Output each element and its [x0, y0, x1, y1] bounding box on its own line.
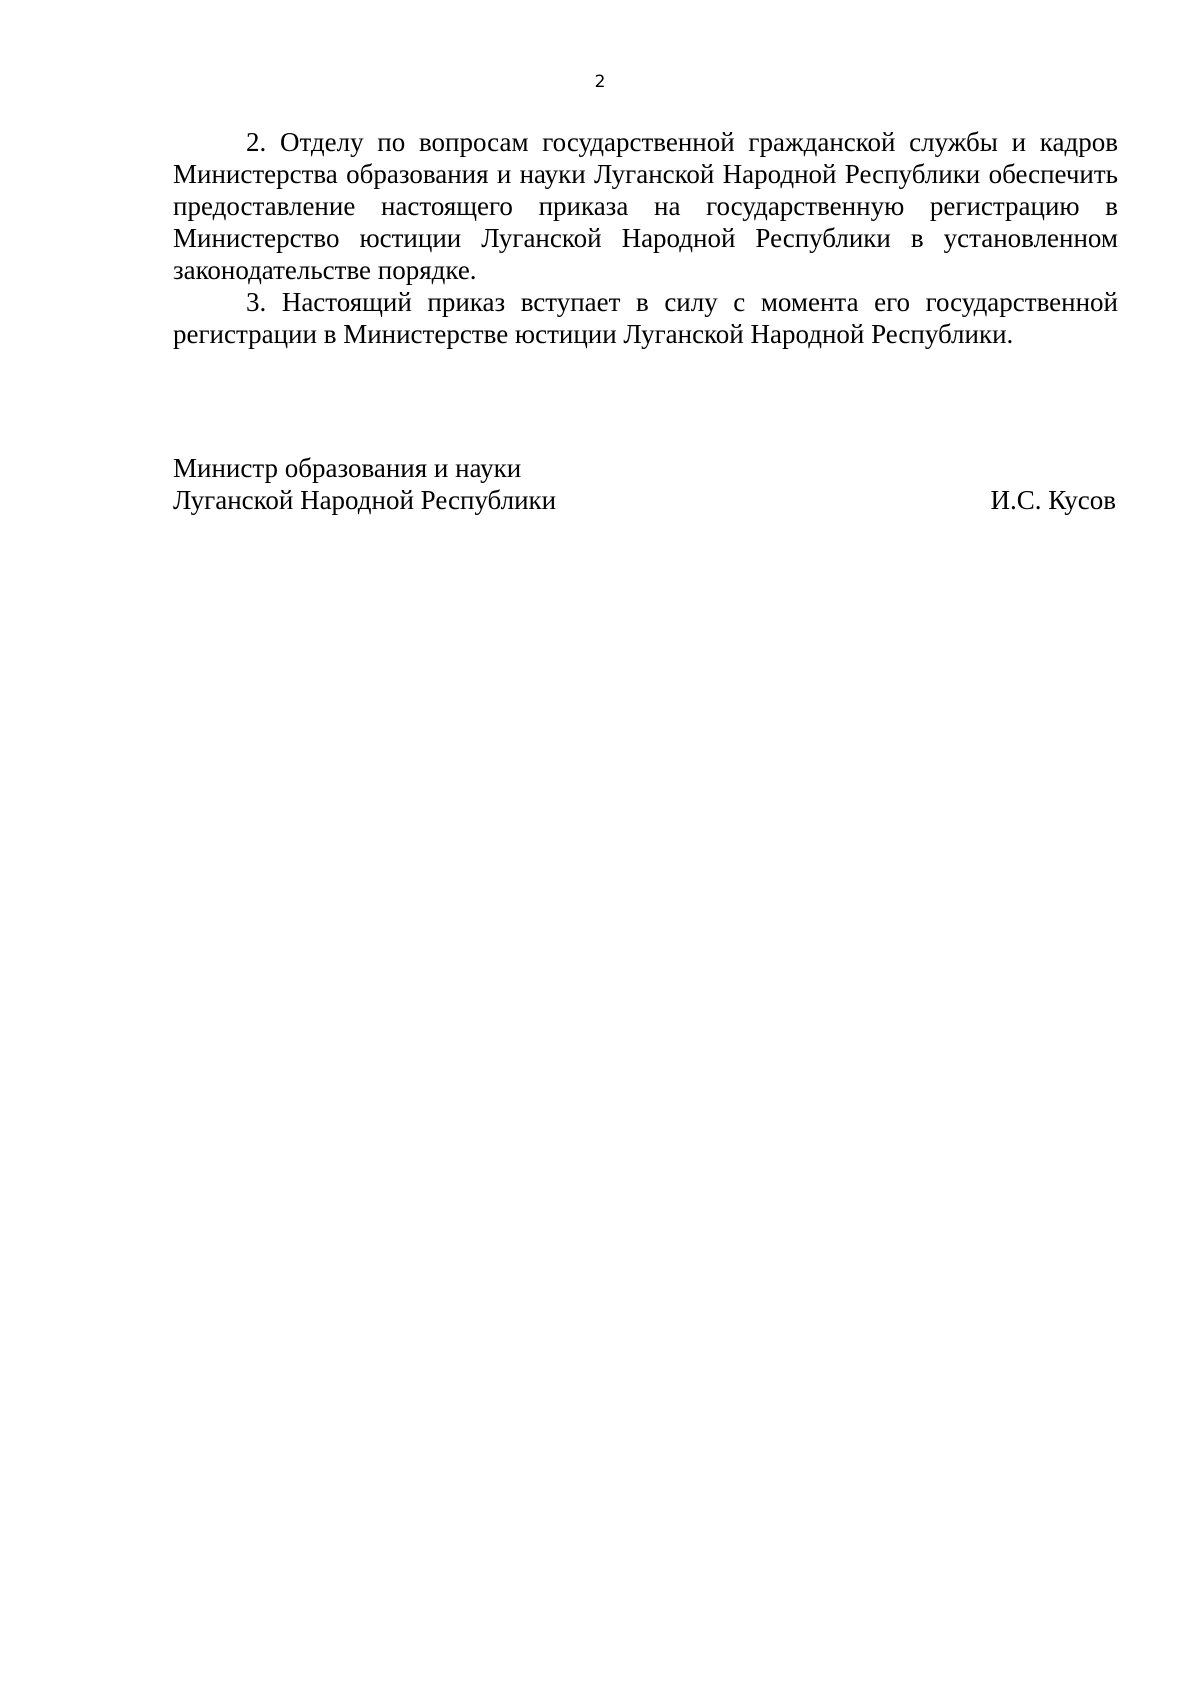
document-body [173, 126, 1118, 350]
signatory-name: И.С. Кусов [990, 485, 1116, 515]
signature-title-line-1 [173, 452, 1118, 484]
paragraph-3: 3. Настоящий приказ вступает в силу с момента его государственной регистрации в Министерстве юстиции Луганской Народной Республики. [173, 287, 1118, 349]
signature-title-line-2 [173, 484, 1118, 516]
signature-block [173, 452, 1118, 516]
page-number: 2 [594, 72, 606, 92]
signature-title-1: Министр образования и науки [173, 453, 522, 483]
signature-title-2: Луганской Народной Республики [173, 485, 557, 515]
paragraph-2: 2. Отделу по вопросам государственной гражданской службы и кадров Министерства образования и науки Луганской Народной Республики обеспечить предоставление настоящего приказа на государственную регистрацию в Министерство юстиции Луганской Народной Республики в установленном законодательстве порядке. [173, 127, 1118, 285]
